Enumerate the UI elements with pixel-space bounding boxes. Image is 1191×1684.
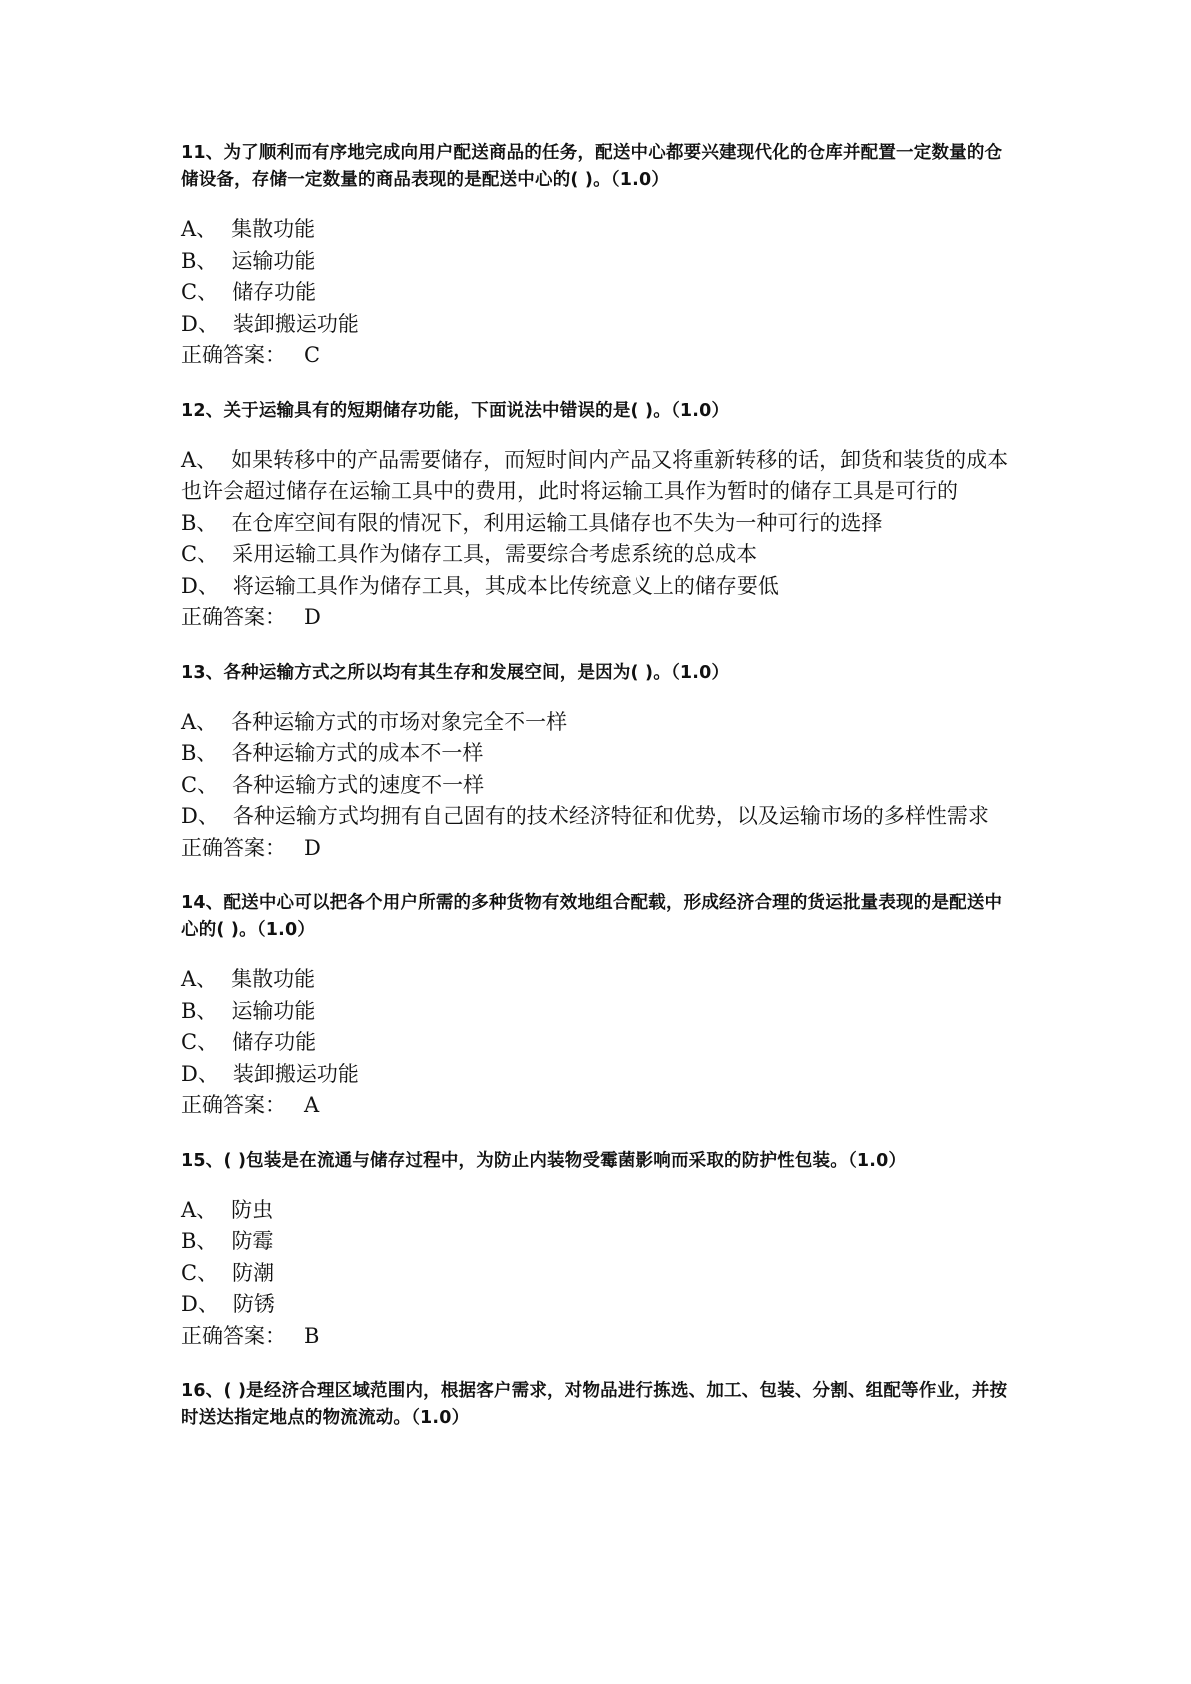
option-letter: A、 xyxy=(181,709,218,734)
option-text: 各种运输方式的成本不一样 xyxy=(231,741,484,765)
option-letter: A、 xyxy=(181,447,218,472)
option-letter: D、 xyxy=(181,311,219,336)
option-list xyxy=(181,1195,1011,1321)
answer-label: 正确答案： xyxy=(181,1323,286,1348)
option-b xyxy=(181,246,1011,278)
option-text: 防虫 xyxy=(231,1197,274,1222)
question-text: 12、关于运输具有的短期储存功能，下面说法中错误的是( )。（1.0） xyxy=(181,400,730,421)
option-letter: C、 xyxy=(181,1030,219,1054)
option-letter: B、 xyxy=(181,248,218,273)
question-text: 13、各种运输方式之所以均有其生存和发展空间，是因为( )。（1.0） xyxy=(181,662,730,683)
option-c xyxy=(181,770,1011,802)
option-letter: B、 xyxy=(181,510,218,535)
option-text: 在仓库空间有限的情况下，利用运输工具储存也不失为一种可行的选择 xyxy=(231,510,883,535)
option-d xyxy=(181,571,1011,603)
correct-answer xyxy=(181,833,1011,865)
option-text: 集散功能 xyxy=(231,217,316,241)
answer-value: D xyxy=(304,605,321,629)
option-text: 防潮 xyxy=(232,1260,275,1285)
option-a xyxy=(181,214,1011,246)
option-text: 防锈 xyxy=(232,1292,275,1316)
option-letter: C、 xyxy=(181,542,219,566)
question-text: 16、( )是经济合理区域范围内，根据客户需求，对物品进行拣选、加工、包装、分割、组配等作业，并按时送达指定地点的物流流动。（1.0） xyxy=(181,1381,1008,1428)
option-letter: C、 xyxy=(181,1260,219,1285)
question-text: 11、为了顺利而有序地完成向用户配送商品的任务，配送中心都要兴建现代化的仓库并配置一定数量的仓储设备，存储一定数量的商品表现的是配送中心的( )。（1.0） xyxy=(181,143,1003,190)
question-12 xyxy=(181,398,1011,634)
answer-value: A xyxy=(304,1093,320,1117)
option-letter: A、 xyxy=(181,1197,218,1222)
option-letter: A、 xyxy=(181,967,218,991)
option-letter: D、 xyxy=(181,1061,219,1086)
option-b xyxy=(181,1226,1011,1258)
answer-value: D xyxy=(304,835,321,860)
option-letter: A、 xyxy=(181,217,218,241)
option-text: 装卸搬运功能 xyxy=(232,311,359,336)
option-text: 储存功能 xyxy=(232,1030,317,1054)
option-a xyxy=(181,964,1011,996)
option-b xyxy=(181,996,1011,1028)
answer-value: B xyxy=(304,1323,320,1348)
option-text: 集散功能 xyxy=(231,967,316,991)
option-a xyxy=(181,707,1011,739)
question-text: 14、配送中心可以把各个用户所需的多种货物有效地组合配载，形成经济合理的货运批量表现的是配送中心的( )。（1.0） xyxy=(181,893,1003,940)
question-13 xyxy=(181,660,1011,865)
correct-answer xyxy=(181,340,1011,372)
option-text: 储存功能 xyxy=(232,280,317,304)
question-text: 15、( )包装是在流通与储存过程中，为防止内装物受霉菌影响而采取的防护性包装。（1.0） xyxy=(181,1150,907,1171)
option-a xyxy=(181,445,1011,508)
option-d xyxy=(181,1289,1011,1321)
option-letter: C、 xyxy=(181,280,219,304)
option-c xyxy=(181,539,1011,571)
answer-label: 正确答案： xyxy=(181,343,286,367)
answer-label: 正确答案： xyxy=(181,605,286,629)
option-letter: D、 xyxy=(181,804,219,828)
option-text: 防霉 xyxy=(231,1229,274,1253)
answer-label: 正确答案： xyxy=(181,1093,286,1117)
option-d xyxy=(181,801,1011,833)
question-16 xyxy=(181,1378,1011,1432)
answer-value: C xyxy=(304,343,321,367)
option-list xyxy=(181,964,1011,1090)
option-d xyxy=(181,1059,1011,1091)
option-letter: C、 xyxy=(181,772,219,797)
option-text: 运输功能 xyxy=(231,998,316,1023)
correct-answer xyxy=(181,1090,1011,1122)
option-text: 各种运输方式均拥有自己固有的技术经济特征和优势，以及运输市场的多样性需求 xyxy=(232,804,989,828)
option-a xyxy=(181,1195,1011,1227)
option-b xyxy=(181,738,1011,770)
option-letter: B、 xyxy=(181,741,218,765)
question-11 xyxy=(181,140,1011,372)
option-c xyxy=(181,1027,1011,1059)
option-d xyxy=(181,309,1011,341)
option-text: 装卸搬运功能 xyxy=(232,1061,359,1086)
option-b xyxy=(181,508,1011,540)
option-text: 运输功能 xyxy=(231,248,316,273)
option-text: 各种运输方式的市场对象完全不一样 xyxy=(231,709,568,734)
option-list xyxy=(181,214,1011,340)
option-text: 各种运输方式的速度不一样 xyxy=(232,772,485,797)
question-15 xyxy=(181,1148,1011,1353)
answer-label: 正确答案： xyxy=(181,835,286,860)
option-text: 如果转移中的产品需要储存，而短时间内产品又将重新转移的话，卸货和装货的成本也许会超过储存在运输工具中的费用，此时将运输工具作为暂时的储存工具是可行的 xyxy=(181,447,1009,503)
option-letter: D、 xyxy=(181,573,219,598)
question-14 xyxy=(181,890,1011,1122)
option-letter: B、 xyxy=(181,1229,218,1253)
option-c xyxy=(181,277,1011,309)
question-list xyxy=(181,140,1011,1458)
option-list xyxy=(181,445,1011,603)
correct-answer xyxy=(181,1321,1011,1353)
option-letter: D、 xyxy=(181,1292,219,1316)
option-letter: B、 xyxy=(181,998,218,1023)
option-text: 将运输工具作为储存工具，其成本比传统意义上的储存要低 xyxy=(232,573,779,598)
correct-answer xyxy=(181,602,1011,634)
option-list xyxy=(181,707,1011,833)
option-text: 采用运输工具作为储存工具，需要综合考虑系统的总成本 xyxy=(232,542,758,566)
option-c xyxy=(181,1258,1011,1290)
